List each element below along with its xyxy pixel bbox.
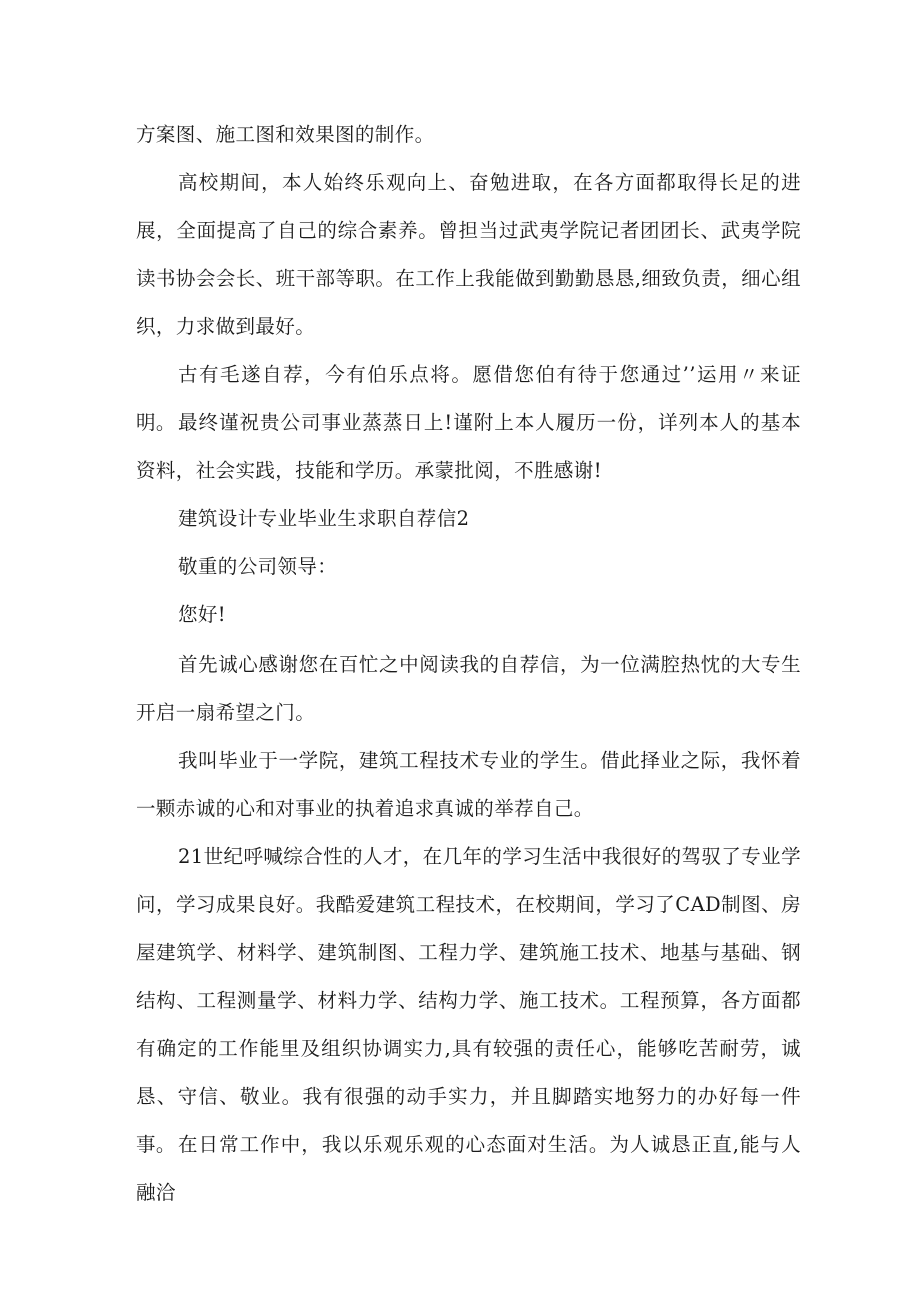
paragraph-5: 首先诚心感谢您在百忙之中阅读我的自荐信，为一位满腔热忱的大专生开启一扇希望之门。 [136,653,801,724]
paragraph-1: 方案图、施工图和效果图的制作。 [136,123,435,146]
paragraph-4: 最终谨祝贵公司事业蒸蒸日上!谨附上本人履历一份，详列本人的基本资料，社会实践，技能和学历。承蒙批阅，不胜感谢! [136,411,801,482]
paragraph-3: 古有毛遂自荐，今有伯乐点将。愿借您伯有待于您通过’’运用〃来证明。 [136,363,801,434]
paragraph-2: 高校期间，本人始终乐观向上、奋勉进取，在各方面都取得长足的进展，全面提高了自己的综合素养。曾担当过武夷学院记者团团长、武夷学院读书协会会长、班干部等职。在工作上我能做到勤勤恳恳,细致负责，细心组织，力求做到最好。 [136,171,801,338]
paragraph-7: 21世纪呼喊综合性的人才，在几年的学习生活中我很好的驾驭了专业学问，学习成果良好。我酷爱建筑工程技术，在校期间，学习了CAD制图、房屋建筑学、材料学、建筑制图、工程力学、建筑施工技术、地基与基础、钢结构、工程测量学、材料力学、结构力学、施工技术。工程预算，各方面都有确定的工作能里及组织协调实力,具有较强的责任心，能够吃苦耐劳，诚恳、守信、敬业。我有很强的动手实力，并且脚踏实地努力的办好每一件事。 [136,845,801,1156]
section-title: 建筑设计专业毕业生求职自荐信2 [178,507,470,530]
paragraph-6: 我叫毕业于一学院，建筑工程技术专业的学生。借此择业之际，我怀着一颗赤诚的心和对事业的执着追求真诚的举荐自己。 [136,749,801,820]
paragraph-8: 在日常工作中，我以乐观乐观的心态面对生活。为人诚恳正直,能与人融洽 [136,1133,801,1204]
greeting: 您好! [178,603,227,626]
salutation: 敬重的公司领导： [178,555,338,578]
